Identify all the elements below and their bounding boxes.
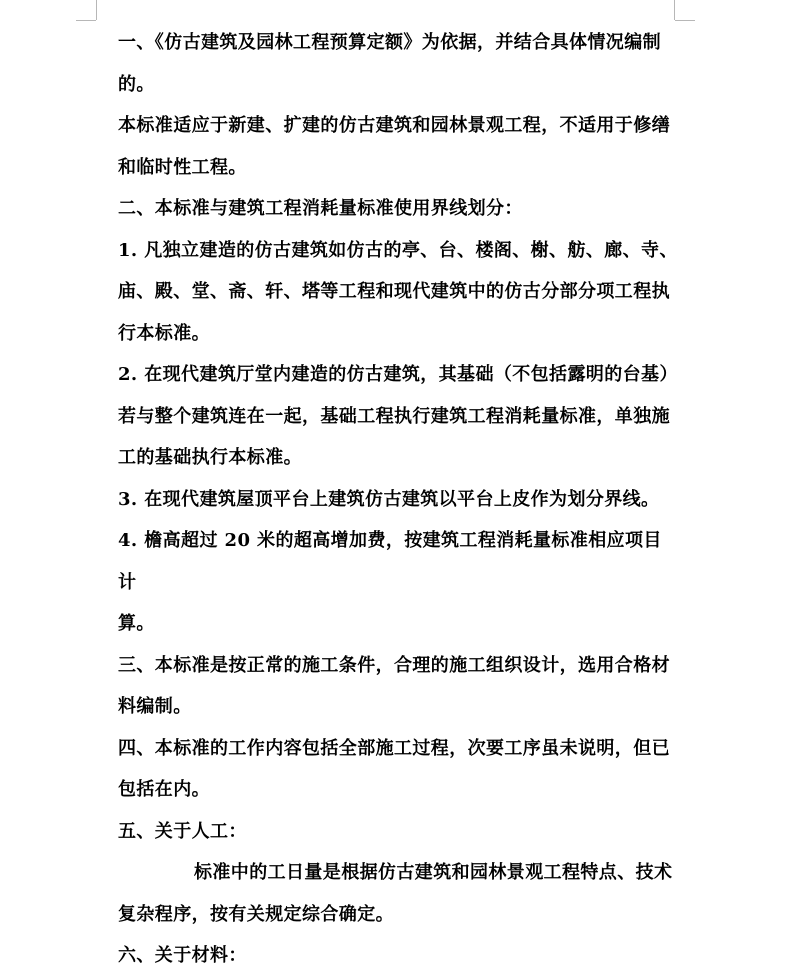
document-line: 一、《仿古建筑及园林工程预算定额》为依据，并结合具体情况编制 [118,32,661,53]
document-line: 庙、殿、堂、斋、轩、塔等工程和现代建筑中的仿古分部分项工程执 [118,281,670,302]
document-line: 行本标准。 [118,322,210,344]
document-line: 算。 [118,613,155,634]
document-line: 三、本标准是按正常的施工条件，合理的施工组织设计，选用合格材 [118,654,670,676]
document-line: 料编制。 [118,696,192,717]
crop-mark-top-right-horizontal [675,20,695,21]
document-line: 4. 檐高超过 20 米的超高增加费，按建筑工程消耗量标准相应项目计 [118,530,662,593]
section-heading: 六、关于材料： [118,945,247,966]
document-line: 的。 [118,73,155,95]
crop-mark-top-left-vertical [96,0,97,20]
section-heading: 五、关于人工： [118,820,247,842]
document-line: 2. 在现代建筑厅堂内建造的仿古建筑，其基础（不包括露明的台基） [118,364,678,385]
document-line: 3. 在现代建筑屋顶平台上建筑仿古建筑以平台上皮作为划分界线。 [118,488,660,510]
document-line: 1. 凡独立建造的仿古建筑如仿古的亭、台、楼阁、榭、舫、廊、寺、 [118,239,678,261]
document-line: 和临时性工程。 [118,156,247,178]
document-line: 四、本标准的工作内容包括全部施工过程，次要工序虽未说明，但已 [118,737,670,759]
document-line: 本标准适应于新建、扩建的仿古建筑和园林景观工程，不适用于修缮 [118,115,670,136]
document-line: 若与整个建筑连在一起，基础工程执行建筑工程消耗量标准，单独施 [118,405,670,427]
document-line: 工的基础执行本标准。 [118,447,302,468]
crop-mark-top-right-vertical [674,0,675,20]
crop-mark-top-left-horizontal [76,20,96,21]
section-heading: 二、本标准与建筑工程消耗量标准使用界线划分： [118,198,523,219]
document-body [118,22,678,977]
document-line: 包括在内。 [118,779,210,800]
document-line: 复杂程序，按有关规定综合确定。 [118,903,394,925]
indented-paragraph: 标准中的工日量是根据仿古建筑和园林景观工程特点、技术 [194,862,673,883]
